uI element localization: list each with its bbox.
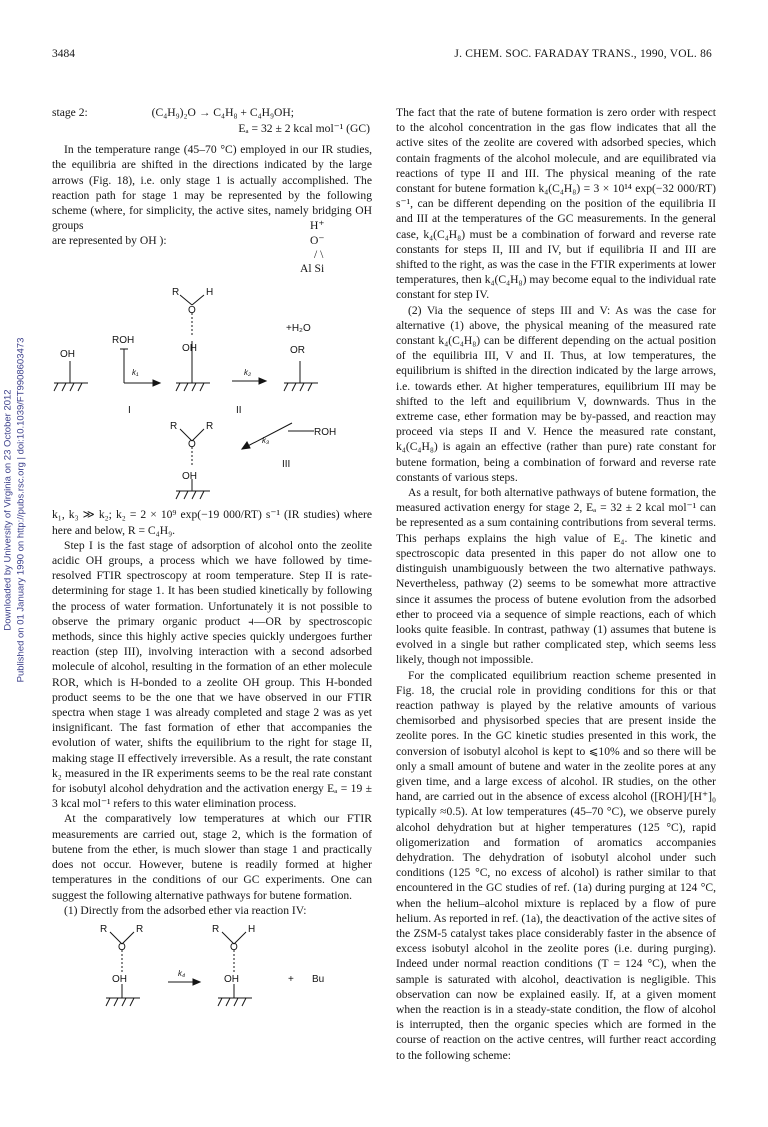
stage2-equation — [52, 105, 372, 121]
scheme-o-top: O — [188, 305, 196, 317]
site-bond-lines: / \ — [314, 248, 324, 262]
reaction-scheme-iv — [52, 922, 372, 1014]
site-oxygen: O⁻ — [310, 234, 325, 248]
scheme2-h-product: H — [248, 923, 256, 935]
scheme-r-right: R — [206, 421, 214, 433]
publish-watermark — [17, 300, 37, 720]
scheme-label-i: I — [128, 405, 131, 417]
stage2-energy: Eₐ = 32 ± 2 kcal mol⁻¹ (GC) — [238, 122, 370, 135]
right-column — [396, 105, 716, 1063]
paragraph-activation-energy: As a result, for both alternative pathways of butene formation, the measured activation energy for stage 2, Eₐ = 32 ± 2 kcal mol⁻¹ can be represented as a sum containing contributions from several terms. This perhaps explains the high value of E₄. The kinetic and spectroscopic data presented in this paper do not allow one to distinguish unambiguously between the two alternative pathways. Nevertheless, pathway (2) seems to be somewhat more attractive since it assumes the process of butene evolution from the adsorbed ether to proceed via a sequence of simple reactions, each of which looks quite feasible. In contrast, pathway (1) assumes that butene is evolved in a single but rather complicated step, which seems less likely, though not impossible. — [396, 486, 716, 667]
paragraph-temperature-range: In the temperature range (45–70 °C) employed in our IR studies, the equilibria are shifted in the directions indicated by the large arrows (Fig. 18), i.e. only stage 1 is actually accomplished. The reaction path for stage 1 may be represented by the following scheme (where, for simplicity, the active sites, namely bridging OH groups — [52, 143, 372, 233]
paragraph-zero-order: The fact that the rate of butene formation is zero order with respect to the alcohol concentration in the gas flow indicates that all the active sites of the zeolite are covered with adsorbed species, which contain fragments of the alcohol molecule, and are equilibrated via reactions of type II and III. The physical meaning of the rate constant for butene formation k₄(C₄H₈) = 3 × 10¹⁴ exp(−32 000/RT) s⁻¹, can be different depending on the position of the equilibria II and III at the temperatures of the GC measurements. In the general case, k₄(C₄H₈) must be a combination of forward and reverse rate constants for steps II, III and IV, but if equilibria II and III are shifted to the right, as was the case in the FTIR experiments at lower temperatures, then k₄(C₄H₈) may become equal to the individual rate constant for step IV. — [396, 106, 716, 302]
left-column — [52, 105, 372, 1018]
paragraph-step-i: Step I is the fast stage of adsorption of alcohol onto the zeolite acidic OH groups, a process which we have followed by time-resolved FTIR spectroscopy at room temperature. Step II is rate-determining for stage 1. It has been studied kinetically by following the process of water formation. Unfortunately it is not possible to observe the primary organic product ⫞—OR by spectroscopic methods, since this highly active species quickly undergoes further reaction (step III), involving interaction with a second adsorbed molecule of alcohol, resulting in the formation of an ether molecule ROR, which is H-bonded to a zeolite OH group. This H-bonded product seems to be the one that we have observed in our FTIR spectra when stage 1 was already completed and stage 2 was as yet insignificant. The fast formation of ether that accompanies the evolution of water, shifts the equilibrium to the right for stage II, making stage II effectively irreversible. As a result, the rate constant k₂ measured in the IR experiments seems to be the real rate constant for isobutyl alcohol dehydration and the activation energy Eₐ = 19 ± 3 kcal mol⁻¹ refers to this water elimination process. — [52, 538, 372, 811]
scheme-oh-3: OH — [182, 471, 197, 483]
site-proton: H⁺ — [310, 219, 325, 233]
paragraph-pathway-1: (1) Directly from the adsorbed ether via reaction IV: — [64, 903, 307, 917]
scheme-h-top: H — [206, 287, 214, 299]
site-al-si: Al Si — [300, 262, 325, 276]
scheme-o-ether: O — [188, 439, 196, 451]
stage2-label: stage 2: — [52, 106, 88, 119]
active-site-text: are represented by OH ): — [52, 234, 167, 248]
scheme-h2o: +H₂O — [286, 323, 311, 335]
scheme-roh-2: ROH — [314, 427, 337, 439]
scheme-k1: k₁ — [132, 368, 139, 378]
scheme-roh: ROH — [112, 335, 135, 347]
watermark-line-download: Downloaded by University of Virginia on 23 October 2012 — [2, 389, 14, 631]
watermark-line-publish: Published on 01 January 1990 on http://pubs.rsc.org | doi:10.1039/FT9908603473 — [15, 337, 27, 683]
scheme-or: OR — [290, 345, 305, 357]
stage2-reaction: (C₄H₉)₂O → C₄H₈ + C₄H₉OH; — [151, 106, 294, 119]
scheme2-bu: Bu — [312, 973, 325, 985]
paragraph-equilibrium-scheme: For the complicated equilibrium reaction scheme presented in Fig. 18, the crucial role in providing conditions for this or that reaction pathway is played by the relative amounts of various chemisorbed and physisorbed species that are present inside the zeolite pores. In the GC kinetic studies presented in this work, the conversion of isobutyl alcohol is kept to ⩽10% and so there will be only a small amount of butene and water in the zeolite pores at any given time, and a large excess of alcohol. IR studies, on the other hand, are carried out in the absence of excess alcohol ([ROH]/[H⁺]₀ typically ≈0.5). At low temperatures (45–70 °C), we observe purely alcohol dehydration but at higher temperatures (125 °C), rapid oligomerization and formation of aromatics accompanies dehydration. The dehydration of isobutyl alcohol under such conditions (125 °C, no excess of alcohol) is rather similar to that encountered in the GC studies of ref. (1a) during purging at 124 °C, when the helium–alcohol mixture is replaced by a flow of pure helium. As reported in ref. (1a), the deactivation of the active sites of the ZSM-5 catalyst takes place considerably faster in the absence of excess isobutyl alcohol in the zeolite pores (i.e. during purging). Indeed under normal reaction conditions (T = 124 °C), when the sample is saturated with alcohol, deactivation is negligible. This observation can now be explained easily. If, at a given moment when the reaction is in a steady-state condition, the flow of alcohol is interrupted, then the organic species which are formed in the course of reaction on the active centres, will further react according to the following scheme: — [396, 668, 716, 1062]
scheme-r-left: R — [170, 421, 178, 433]
scheme-k2: k₂ — [244, 368, 252, 378]
scheme2-k4: k₄ — [178, 968, 186, 978]
paragraph-low-temperatures: At the comparatively low temperatures at which our FTIR measurements are carried out, stage 2, which is the formation of butene from the ether, is much slower than stage 1 and practically does not occur. However, butene is readily formed at higher temperatures in the conditions of our GC experiments. One can suggest the following alternative pathways for butene formation. — [52, 812, 372, 902]
reaction-scheme-stage1 — [52, 283, 372, 503]
scheme2-plus: + — [288, 973, 294, 985]
active-site-line — [52, 219, 372, 279]
scheme-oh-2: OH — [182, 343, 197, 355]
scheme2-o-ether: O — [118, 941, 126, 953]
scheme2-r-product: R — [212, 923, 220, 935]
scheme2-oh-2: OH — [224, 973, 239, 985]
scheme2-o-product: O — [230, 941, 238, 953]
scheme-k3: k₃ — [262, 436, 270, 446]
scheme-r-top: R — [172, 287, 180, 299]
scheme-label-ii: II — [236, 405, 242, 417]
scheme2-r-right: R — [136, 923, 144, 935]
scheme2-oh-1: OH — [112, 973, 127, 985]
scheme2-r-left: R — [100, 923, 108, 935]
scheme-oh-1: OH — [60, 349, 75, 361]
page-number: 3484 — [52, 48, 75, 60]
scheme-label-iii: III — [282, 459, 291, 471]
journal-header: J. CHEM. SOC. FARADAY TRANS., 1990, VOL. 86 — [454, 48, 712, 60]
rate-constants-line: k₁, k₃ ≫ k₂; k₂ = 2 × 10⁹ exp(−19 000/RT) s⁻¹ (IR studies) where here and below, R = C₄H₉. — [52, 508, 372, 537]
paragraph-pathway-2: (2) Via the sequence of steps III and V: As was the case for alternative (1) above, the physical meaning of the measured rate constant k₄(C₄H₈) can be different depending on the actual position of the equilibria III, V and II. Thus, at low temperatures, the equilibrium is shifted in the direction indicated by the large arrows, i.e. towards ether. At higher temperatures, equilibrium III may be shifted to the left and equilibrium V, downwards. Thus in the extreme case, ether formation may be by-passed, and reaction may proceed via steps II and V. Hence the measured rate constant, k₄(C₄H₈) is again an effective (rather than pure) rate constant for butene formation, being a combination of forward and reverse rate constants of various steps. — [396, 303, 716, 484]
